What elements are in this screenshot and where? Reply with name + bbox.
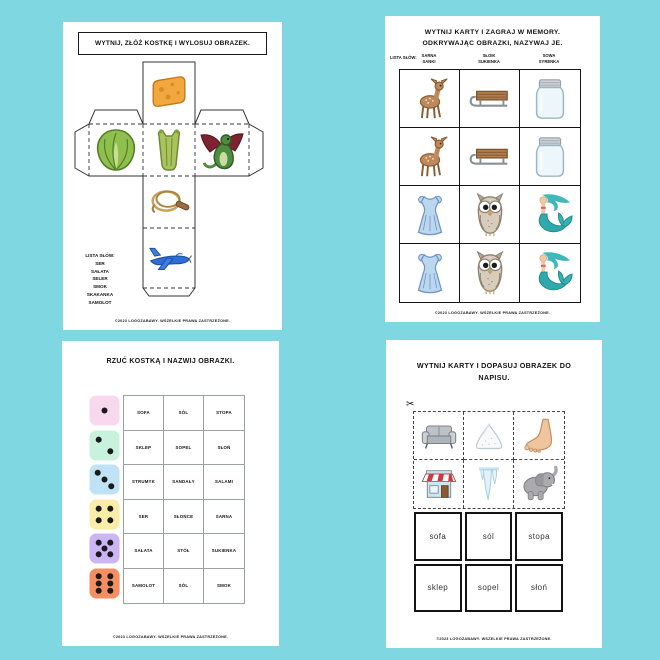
word-cell: SARNA bbox=[204, 500, 244, 535]
word-cell: SALAMI bbox=[204, 465, 244, 500]
deer-icon bbox=[407, 134, 453, 180]
worksheet-page-matching[interactable] bbox=[386, 340, 602, 648]
memory-column-header: SOWA SYRENKA bbox=[538, 53, 560, 65]
word-list-item: SER bbox=[95, 260, 105, 266]
picture-card bbox=[514, 460, 564, 508]
page2-title-line2: ODKRYWAJĄC OBRAZKI, NAZYWAJ JE. bbox=[422, 40, 563, 47]
dress-icon bbox=[407, 192, 453, 238]
word-list-item: SMOK bbox=[93, 284, 107, 290]
memory-card bbox=[400, 70, 460, 128]
memory-card bbox=[400, 244, 460, 302]
copyright-footer: ©2023 LOGOZABAWY. WSZELKIE PRAWA ZASTRZEŻONE. bbox=[436, 637, 552, 641]
word-cell: SAMOLOT bbox=[124, 569, 164, 604]
worksheet-page-memory[interactable] bbox=[385, 16, 600, 322]
word-cell: SOPEL bbox=[164, 431, 204, 466]
foot-icon bbox=[519, 416, 559, 456]
dragon-icon bbox=[201, 134, 243, 169]
elephant-icon bbox=[519, 464, 559, 504]
mermaid-icon bbox=[527, 192, 573, 238]
picture-card bbox=[414, 460, 464, 508]
shop-icon bbox=[419, 464, 459, 504]
die-3 bbox=[89, 464, 120, 495]
word-cell: STOPA bbox=[204, 396, 244, 431]
owl-icon bbox=[467, 192, 513, 238]
word-card-grid bbox=[414, 512, 563, 612]
jar-icon bbox=[527, 134, 573, 180]
word-cell: SÓL bbox=[164, 569, 204, 604]
memory-card bbox=[520, 128, 580, 186]
die-6 bbox=[89, 568, 120, 599]
die-5 bbox=[89, 533, 120, 564]
memory-card bbox=[520, 70, 580, 128]
sled-icon bbox=[467, 76, 513, 122]
airplane-icon bbox=[150, 248, 192, 269]
page4-title-line1: WYTNIJ KARTY I DOPASUJ OBRAZEK DO bbox=[416, 361, 572, 370]
word-list-item: SKAKANKA bbox=[86, 291, 114, 297]
owl-icon bbox=[467, 250, 513, 296]
scissors-icon: ✂ bbox=[406, 399, 415, 410]
copyright-footer: ©2023 LOGOZABAWY. WSZELKIE PRAWA ZASTRZEŻONE. bbox=[112, 635, 229, 639]
mermaid-icon bbox=[527, 250, 573, 296]
picture-card-grid bbox=[413, 411, 565, 509]
worksheet-page-cube[interactable] bbox=[63, 22, 282, 330]
word-table bbox=[123, 395, 245, 604]
page1-title: WYTNIJ, ZŁÓŻ KOSTKĘ I WYLOSUJ OBRAZEK. bbox=[95, 40, 250, 47]
word-cell: SŁOŃ bbox=[204, 431, 244, 466]
page2-title-line1: WYTNIJ KARTY I ZAGRAJ W MEMORY. bbox=[424, 29, 561, 36]
word-cell: SUKIENKA bbox=[204, 534, 244, 569]
word-card: stopa bbox=[515, 512, 563, 561]
memory-column-header: SŁOIK SUKIENKA bbox=[478, 53, 500, 65]
word-card: sól bbox=[465, 512, 513, 561]
memory-card bbox=[520, 244, 580, 302]
word-cell: STÓŁ bbox=[164, 534, 204, 569]
word-list-label: LISTA SŁÓW: bbox=[85, 253, 115, 258]
page1-word-list bbox=[71, 252, 129, 307]
copyright-footer: ©2023 LOGOZABAWY. WSZELKIE PRAWA ZASTRZEŻONE. bbox=[114, 319, 231, 323]
memory-card bbox=[520, 186, 580, 244]
jar-icon bbox=[527, 76, 573, 122]
memory-card bbox=[400, 186, 460, 244]
word-list-item: SELER bbox=[92, 276, 108, 282]
celery-icon bbox=[159, 129, 180, 170]
word-cell: SOFA bbox=[124, 396, 164, 431]
memory-card bbox=[460, 70, 520, 128]
word-cell: SŁOŃCE bbox=[164, 500, 204, 535]
word-card: sofa bbox=[414, 512, 462, 561]
dress-icon bbox=[407, 250, 453, 296]
memory-column-header: SARNA SANKI bbox=[421, 53, 437, 65]
salt-pile-icon bbox=[469, 416, 509, 456]
picture-card bbox=[464, 412, 514, 460]
word-cell: SER bbox=[124, 500, 164, 535]
copyright-footer: ©2023 LOGOZABAWY. WSZELKIE PRAWA ZASTRZEŻONE. bbox=[434, 311, 551, 315]
picture-card bbox=[464, 460, 514, 508]
sled-icon bbox=[467, 134, 513, 180]
word-list-label: LISTA SŁÓW: bbox=[390, 55, 417, 60]
page3-title: RZUĆ KOSTKĄ I NAZWIJ OBRAZKI. bbox=[106, 358, 235, 365]
page1-title-box bbox=[78, 32, 267, 55]
memory-card bbox=[400, 128, 460, 186]
memory-card bbox=[460, 186, 520, 244]
picture-card bbox=[414, 412, 464, 460]
die-1 bbox=[89, 395, 120, 426]
word-cell: SÓL bbox=[164, 396, 204, 431]
word-cell: STRUMYK bbox=[124, 465, 164, 500]
lettuce-icon bbox=[98, 130, 135, 170]
word-list-item: SAMOLOT bbox=[88, 299, 112, 305]
sofa-icon bbox=[419, 416, 459, 456]
worksheet-page-dice[interactable] bbox=[62, 341, 279, 646]
word-card: sopel bbox=[465, 564, 513, 613]
word-card: sklep bbox=[414, 564, 462, 613]
word-card: słoń bbox=[515, 564, 563, 613]
picture-card bbox=[514, 412, 564, 460]
word-list-item: SAŁATA bbox=[91, 268, 109, 274]
deer-icon bbox=[407, 76, 453, 122]
word-cell: SMOK bbox=[217, 583, 231, 589]
memory-card bbox=[460, 244, 520, 302]
icicle-icon bbox=[469, 464, 509, 504]
memory-card bbox=[460, 128, 520, 186]
word-cell: SKLEP bbox=[124, 431, 164, 466]
cheese-icon bbox=[153, 77, 185, 106]
page4-title-line2: NAPISU. bbox=[478, 373, 510, 382]
skipping-rope-icon bbox=[153, 191, 190, 212]
word-cell: SAŁATA bbox=[124, 534, 164, 569]
die-2 bbox=[89, 430, 120, 461]
word-cell: SANDAŁY bbox=[164, 465, 204, 500]
memory-card-grid bbox=[399, 69, 581, 303]
die-4 bbox=[89, 499, 120, 530]
